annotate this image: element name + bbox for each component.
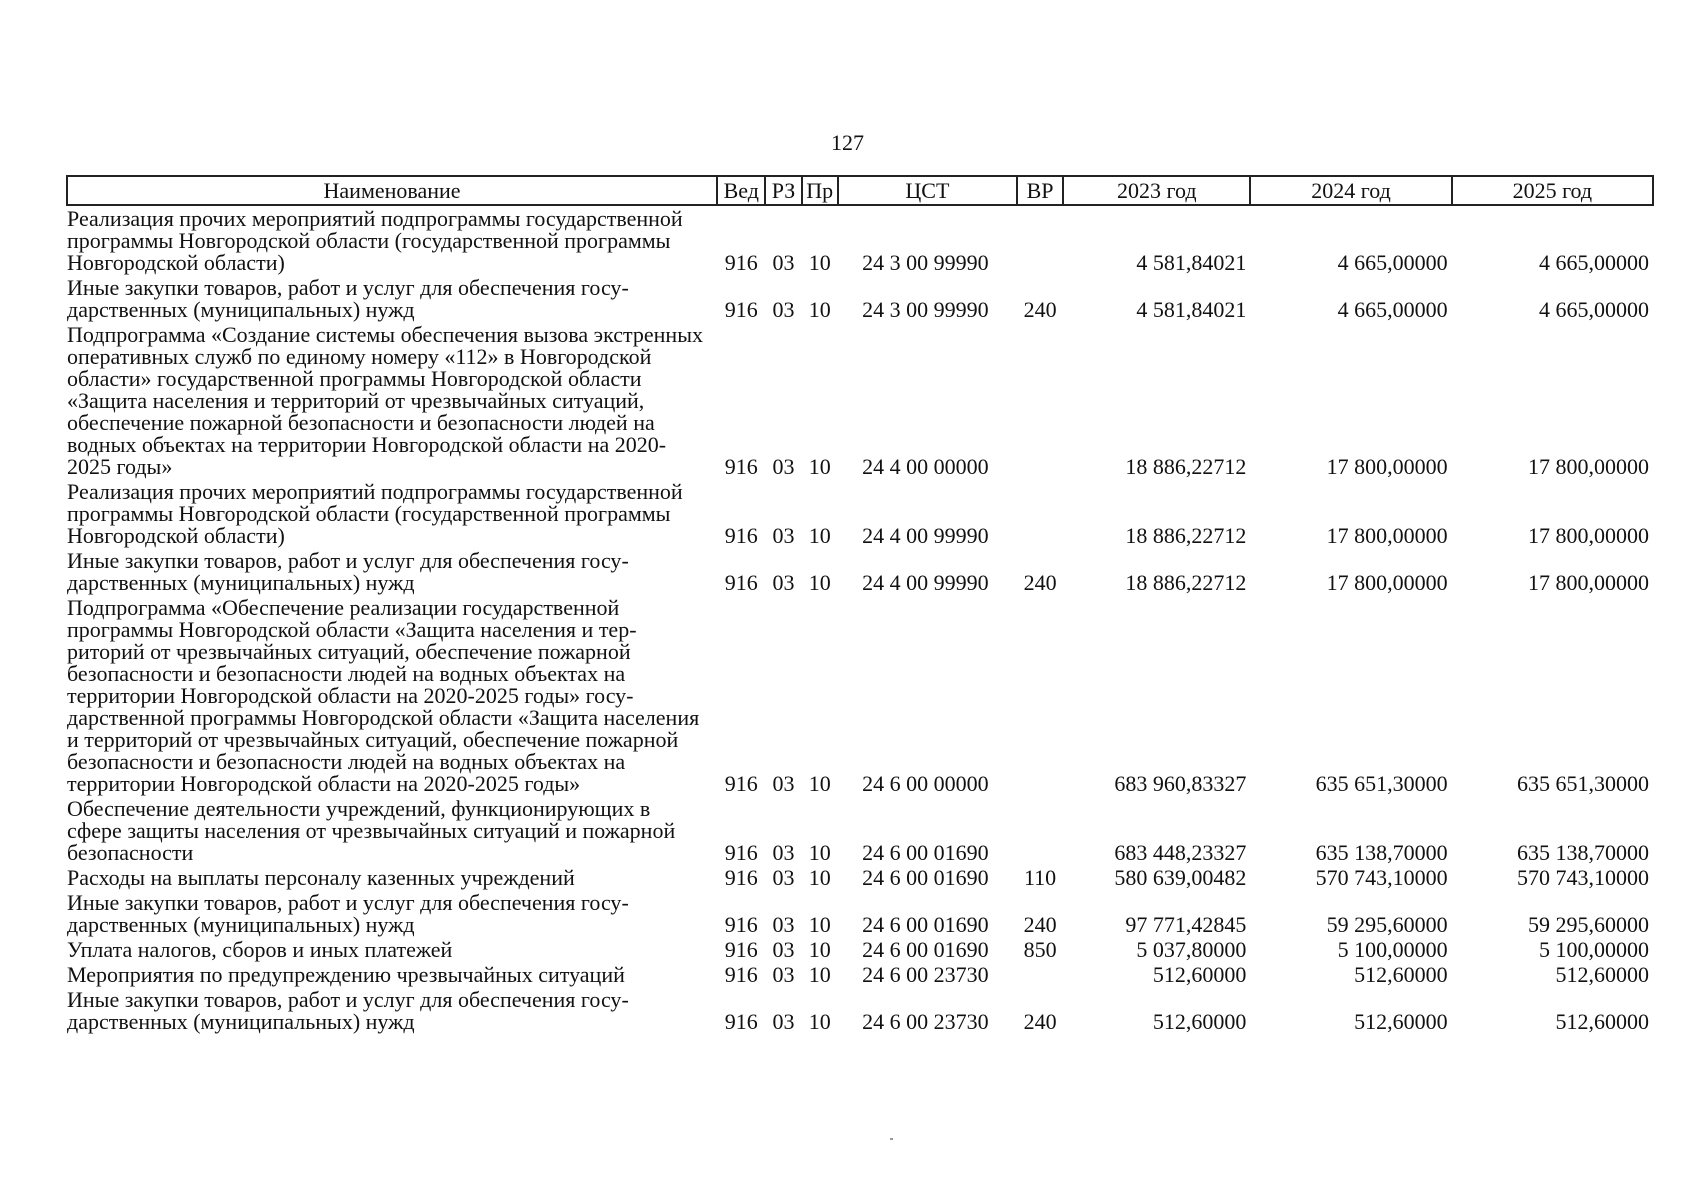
row-pr: 10 xyxy=(808,840,831,865)
table-row xyxy=(67,548,1653,595)
row-name: Иные закупки товаров, работ и услуг для обеспечения государственных (муниципальных) нужд xyxy=(67,987,629,1034)
header-rz: РЗ xyxy=(765,176,801,205)
row-pr: 10 xyxy=(808,912,831,937)
row-pr: 10 xyxy=(808,454,831,479)
row-amount-2025: 4 665,00000 xyxy=(1539,250,1649,275)
row-amount-2024: 512,60000 xyxy=(1354,1009,1448,1034)
row-amount-2024: 5 100,00000 xyxy=(1337,937,1448,962)
row-name: Уплата налогов, сборов и иных платежей xyxy=(67,937,453,962)
row-name: Иные закупки товаров, работ и услуг для обеспечения государственных (муниципальных) нужд xyxy=(67,275,629,322)
row-name: Реализация прочих мероприятий подпрограммы государственной программы Новгородской области (государственной программы Новгородской области) xyxy=(67,206,683,275)
budget-table xyxy=(66,175,1654,1034)
row-cst: 24 3 00 99990 xyxy=(862,297,989,322)
row-cst: 24 6 00 00000 xyxy=(862,771,989,796)
row-ved: 916 xyxy=(724,865,758,890)
table-row xyxy=(67,865,1653,890)
table-row xyxy=(67,796,1653,865)
row-name: Мероприятия по предупреждению чрезвычайных ситуаций xyxy=(67,962,625,987)
row-cst: 24 6 00 01690 xyxy=(862,840,989,865)
row-amount-2025: 17 800,00000 xyxy=(1528,570,1649,595)
table-row xyxy=(67,890,1653,937)
row-amount-2023: 512,60000 xyxy=(1152,1009,1247,1034)
row-rz: 03 xyxy=(772,912,795,937)
row-amount-2024: 17 800,00000 xyxy=(1326,454,1448,479)
row-amount-2023: 512,60000 xyxy=(1152,962,1247,987)
row-rz: 03 xyxy=(772,771,795,796)
table-row xyxy=(67,937,1653,962)
header-vr: ВР xyxy=(1017,176,1063,205)
row-cst: 24 6 00 01690 xyxy=(862,912,989,937)
header-ved: Вед xyxy=(717,176,765,205)
row-rz: 03 xyxy=(772,570,795,595)
row-cst: 24 3 00 99990 xyxy=(862,250,989,275)
row-vr: 240 xyxy=(1023,912,1057,937)
row-amount-2024: 512,60000 xyxy=(1354,962,1448,987)
row-rz: 03 xyxy=(772,840,795,865)
row-amount-2023: 18 886,22712 xyxy=(1125,454,1247,479)
header-2025: 2025 год xyxy=(1452,176,1653,205)
row-amount-2023: 4 581,84021 xyxy=(1136,297,1247,322)
row-amount-2024: 17 800,00000 xyxy=(1326,570,1448,595)
row-amount-2024: 570 743,10000 xyxy=(1315,865,1448,890)
row-pr: 10 xyxy=(808,523,831,548)
row-pr: 10 xyxy=(808,250,831,275)
row-ved: 916 xyxy=(724,454,758,479)
row-pr: 10 xyxy=(808,962,831,987)
row-cst: 24 6 00 23730 xyxy=(862,1009,989,1034)
row-cst: 24 4 00 00000 xyxy=(862,454,989,479)
row-vr xyxy=(1017,479,1063,548)
table-row xyxy=(67,962,1653,987)
row-vr xyxy=(1017,322,1063,479)
row-amount-2023: 18 886,22712 xyxy=(1125,523,1247,548)
row-amount-2023: 5 037,80000 xyxy=(1136,937,1247,962)
row-amount-2024: 59 295,60000 xyxy=(1326,912,1448,937)
row-vr: 240 xyxy=(1023,570,1057,595)
row-amount-2023: 97 771,42845 xyxy=(1125,912,1247,937)
row-cst: 24 6 00 01690 xyxy=(862,937,989,962)
row-amount-2023: 683 960,83327 xyxy=(1114,771,1247,796)
row-rz: 03 xyxy=(772,937,795,962)
row-vr xyxy=(1017,595,1063,796)
row-pr: 10 xyxy=(808,937,831,962)
row-vr: 240 xyxy=(1023,1009,1057,1034)
row-ved: 916 xyxy=(724,1009,758,1034)
row-amount-2025: 512,60000 xyxy=(1555,962,1649,987)
row-name: Обеспечение деятельности учреждений, функционирующих в сфере защиты населения от чрезвычайных ситуаций и пожарной безопасности xyxy=(67,796,676,865)
row-vr: 850 xyxy=(1023,937,1057,962)
row-ved: 916 xyxy=(724,840,758,865)
table-header xyxy=(67,176,1653,205)
row-ved: 916 xyxy=(724,570,758,595)
row-rz: 03 xyxy=(772,454,795,479)
row-name: Расходы на выплаты персоналу казенных учреждений xyxy=(67,865,575,890)
row-amount-2023: 580 639,00482 xyxy=(1114,865,1247,890)
row-rz: 03 xyxy=(772,523,795,548)
row-ved: 916 xyxy=(724,912,758,937)
row-amount-2025: 5 100,00000 xyxy=(1539,937,1649,962)
row-name: Реализация прочих мероприятий подпрограммы государственной программы Новгородской области (государственной программы Новгородской области) xyxy=(67,479,683,548)
header-name: Наименование xyxy=(67,176,717,205)
row-pr: 10 xyxy=(808,570,831,595)
row-amount-2023: 4 581,84021 xyxy=(1136,250,1247,275)
table-row xyxy=(67,205,1653,275)
row-amount-2024: 4 665,00000 xyxy=(1337,250,1448,275)
row-pr: 10 xyxy=(808,865,831,890)
row-amount-2025: 4 665,00000 xyxy=(1539,297,1649,322)
header-pr: Пр xyxy=(802,176,838,205)
row-name: Подпрограмма «Создание системы обеспечения вызова экстренных оперативных служб по единому номеру «112» в Новгородской области» государственной программы Новгородской области «Защита населения и территорий от чрезвычайных ситуаций, обеспечение пожарной безопасности и безопасности людей на водных объектах на территории Новгородской области на 2020-2025 годы» xyxy=(67,322,703,479)
table-row xyxy=(67,275,1653,322)
row-ved: 916 xyxy=(724,962,758,987)
row-ved: 916 xyxy=(724,297,758,322)
row-amount-2024: 635 138,70000 xyxy=(1315,840,1448,865)
row-cst: 24 4 00 99990 xyxy=(862,570,989,595)
row-name: Иные закупки товаров, работ и услуг для обеспечения государственных (муниципальных) нужд xyxy=(67,548,629,595)
table-body xyxy=(67,205,1653,1034)
row-ved: 916 xyxy=(724,250,758,275)
row-cst: 24 6 00 23730 xyxy=(862,962,989,987)
row-pr: 10 xyxy=(808,297,831,322)
row-rz: 03 xyxy=(772,297,795,322)
row-ved: 916 xyxy=(724,523,758,548)
row-vr: 110 xyxy=(1024,865,1057,890)
header-cst: ЦСТ xyxy=(838,176,1017,205)
row-vr xyxy=(1017,962,1063,987)
row-vr xyxy=(1017,205,1063,275)
row-vr xyxy=(1017,796,1063,865)
table-row xyxy=(67,479,1653,548)
header-2023: 2023 год xyxy=(1063,176,1250,205)
table-row xyxy=(67,987,1653,1034)
table-row xyxy=(67,322,1653,479)
row-amount-2025: 59 295,60000 xyxy=(1528,912,1649,937)
row-amount-2025: 17 800,00000 xyxy=(1528,523,1649,548)
row-amount-2024: 635 651,30000 xyxy=(1315,771,1448,796)
header-2024: 2024 год xyxy=(1250,176,1451,205)
row-amount-2025: 570 743,10000 xyxy=(1517,865,1649,890)
row-pr: 10 xyxy=(808,771,831,796)
row-rz: 03 xyxy=(772,865,795,890)
row-rz: 03 xyxy=(772,962,795,987)
row-cst: 24 4 00 99990 xyxy=(862,523,989,548)
table-row xyxy=(67,595,1653,796)
row-amount-2024: 17 800,00000 xyxy=(1326,523,1448,548)
row-amount-2023: 683 448,23327 xyxy=(1114,840,1247,865)
row-amount-2024: 4 665,00000 xyxy=(1337,297,1448,322)
row-vr: 240 xyxy=(1023,297,1057,322)
row-amount-2025: 635 651,30000 xyxy=(1517,771,1649,796)
row-ved: 916 xyxy=(724,771,758,796)
row-amount-2025: 512,60000 xyxy=(1555,1009,1649,1034)
row-amount-2023: 18 886,22712 xyxy=(1125,570,1247,595)
row-name: Иные закупки товаров, работ и услуг для обеспечения государственных (муниципальных) нужд xyxy=(67,890,629,937)
row-cst: 24 6 00 01690 xyxy=(862,865,989,890)
row-amount-2025: 635 138,70000 xyxy=(1517,840,1649,865)
row-rz: 03 xyxy=(772,1009,795,1034)
page-number: 127 xyxy=(831,130,864,155)
row-rz: 03 xyxy=(772,250,795,275)
row-ved: 916 xyxy=(724,937,758,962)
scan-speck xyxy=(890,1138,893,1140)
row-amount-2025: 17 800,00000 xyxy=(1528,454,1649,479)
row-name: Подпрограмма «Обеспечение реализации государственной программы Новгородской области «Защита населения и территорий от чрезвычайных ситуаций, обеспечение пожарной безопасности и безопасности людей на водных объектах на территории Новгородской области на 2020-2025 годы» государственной программы Новгородской области «Защита населения и территорий от чрезвычайных ситуаций, обеспечение пожарной безопасности и безопасности людей на водных объектах на территории Новгородской области на 2020-2025 годы» xyxy=(67,595,700,796)
row-pr: 10 xyxy=(808,1009,831,1034)
